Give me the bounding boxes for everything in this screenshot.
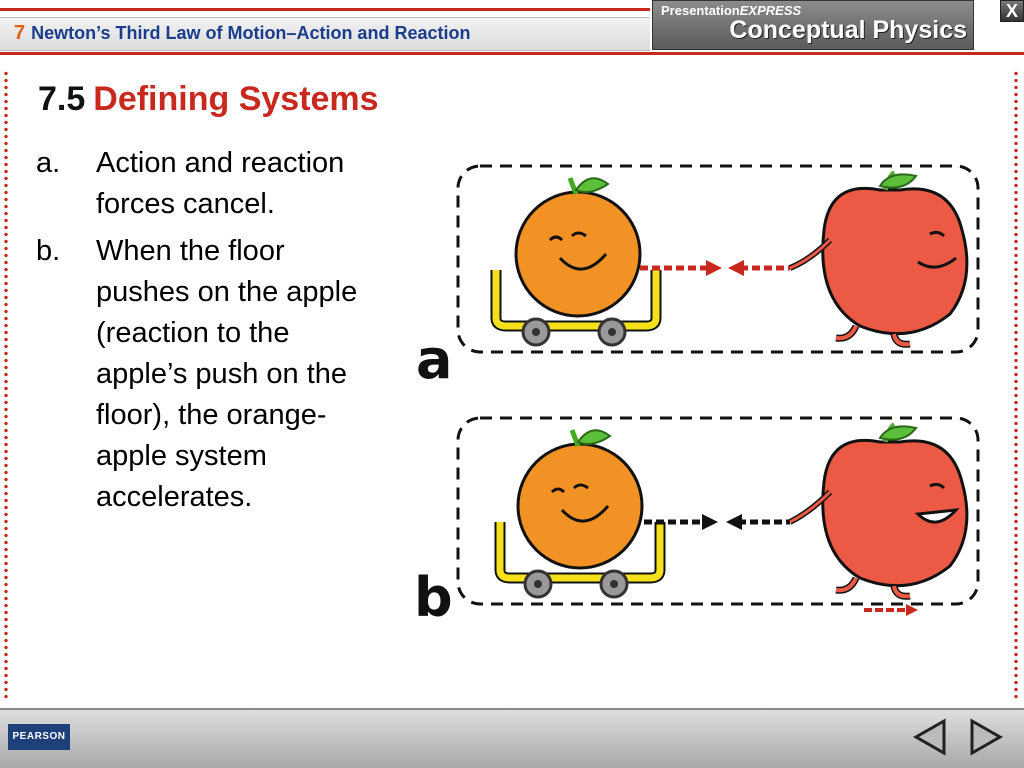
orange-b — [518, 430, 642, 568]
list-text: When the floor pushes on the apple (reaction to the apple’s push on the floor), the orange-apple system accelerates. — [96, 235, 358, 513]
panel-a — [416, 166, 978, 391]
apple-b — [790, 424, 967, 596]
header-accent-line — [0, 8, 650, 11]
list-text: Action and reaction forces cancel. — [96, 147, 345, 220]
bullet-list — [36, 143, 376, 524]
bottom-bar — [0, 708, 1024, 768]
list-item — [36, 143, 376, 225]
panel-label-a: a — [416, 328, 453, 391]
brand-subtitle-bold: EXPRESS — [739, 3, 802, 18]
section-title: Defining Systems — [93, 80, 379, 118]
pearson-logo: PEARSON — [8, 724, 70, 750]
slide-title — [38, 80, 379, 119]
list-item — [36, 231, 376, 518]
chapter-title: Newton’s Third Law of Motion–Action and Reaction — [31, 23, 471, 43]
orange-a — [516, 178, 640, 316]
chapter-heading — [14, 22, 470, 45]
right-dotted-border — [1014, 70, 1018, 700]
left-dotted-border — [4, 70, 8, 700]
orange-apple-illustration — [410, 150, 990, 630]
panel-b — [414, 418, 978, 629]
list-marker: a. — [36, 147, 61, 179]
triangle-left-icon[interactable] — [912, 717, 948, 757]
close-button[interactable]: X — [1000, 0, 1024, 22]
force-arrows-b — [644, 514, 790, 530]
brand-subtitle-regular: Presentation — [661, 3, 740, 18]
force-arrows-a — [640, 260, 790, 276]
header-divider-line — [0, 52, 1024, 55]
brand-logo — [652, 0, 974, 50]
floor-push-arrow — [864, 604, 918, 616]
panel-label-b: b — [414, 566, 453, 629]
section-number: 7.5 — [38, 80, 86, 118]
brand-name: Conceptual Physics — [729, 16, 967, 44]
triangle-right-icon[interactable] — [968, 717, 1004, 757]
list-marker: b. — [36, 235, 61, 267]
apple-a — [790, 172, 967, 344]
chapter-number: 7 — [14, 22, 26, 44]
